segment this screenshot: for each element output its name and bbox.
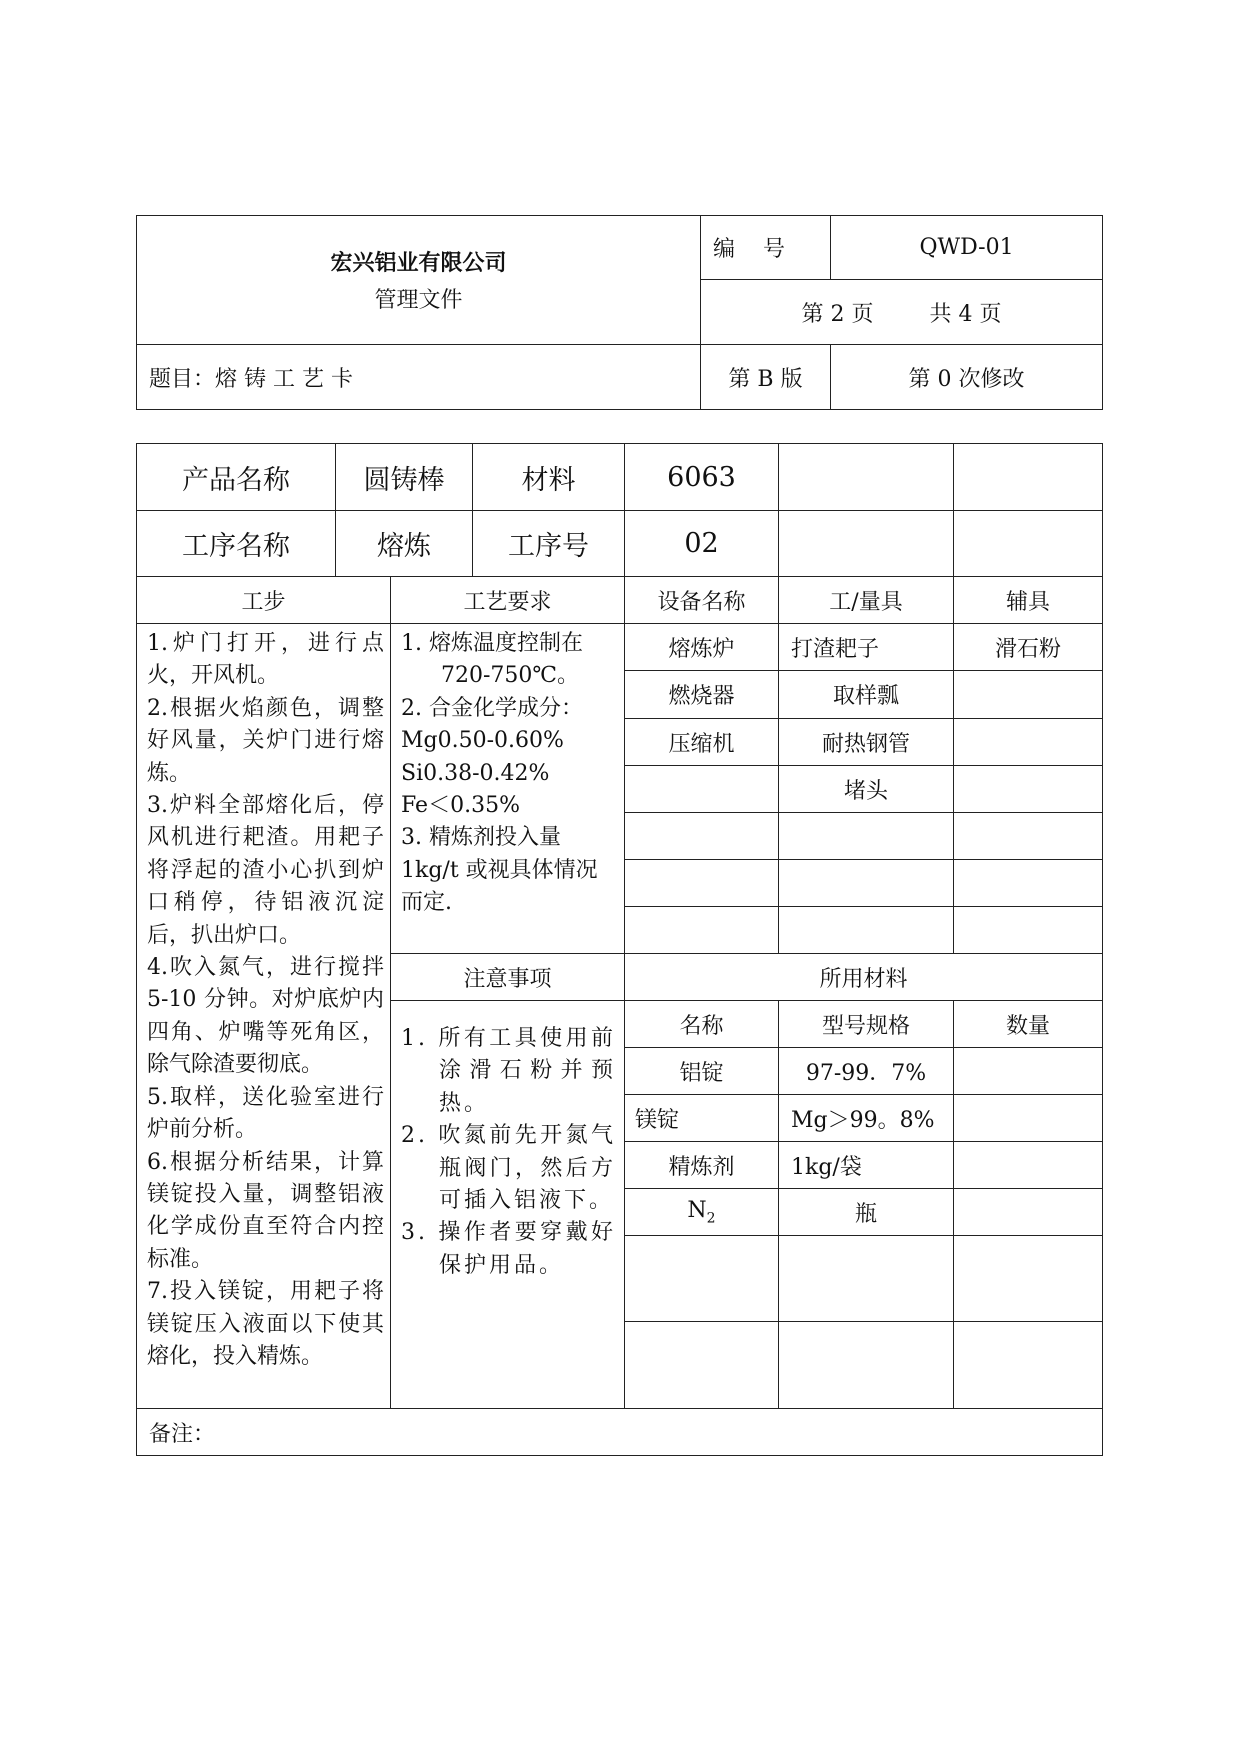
product-name-label: 产品名称 [137,444,336,511]
empty-cell [954,1236,1103,1322]
materials-label: 所用材料 [625,954,1103,1001]
note-item: 2. 吹氮前先开氮气瓶阀门，然后方可插入铝液下。 [401,1123,616,1214]
material-qty [954,1189,1103,1236]
aux-name [954,719,1103,766]
tool-name: 取样瓢 [779,671,954,719]
empty-cell [954,860,1103,907]
empty-cell [625,860,779,907]
empty-cell [954,813,1103,860]
col-equipment: 设备名称 [625,577,779,624]
notes-label: 注意事项 [391,954,625,1001]
product-name-value: 圆铸棒 [336,444,473,511]
material-spec: 瓶 [779,1189,954,1236]
equipment-name [625,766,779,813]
material-name: 精炼剂 [625,1142,779,1189]
step-item: 3.炉料全部熔化后，停风机进行耙渣。用耙子将浮起的渣小心扒到炉口稍停，待铝液沉淀后，扒出炉口。 [147,793,384,948]
steps-cell [137,624,391,1409]
step-item: 5.取样，送化验室进行炉前分析。 [147,1084,384,1143]
doc-type: 管理文件 [374,288,463,313]
material-value: 6063 [625,444,779,511]
aux-name: 滑石粉 [954,624,1103,671]
material-name [625,1189,779,1236]
company-block [137,216,701,345]
step-item: 4.吹入氮气，进行搅拌5-10 分钟。对炉底炉内四角、炉嘴等死角区，除气除渣要彻底。 [147,955,384,1078]
requirements-cell [391,624,625,954]
empty-cell [779,444,954,511]
empty-cell [779,1322,954,1409]
step-item: 6.根据分析结果，计算镁锭投入量，调整铝液化学成份直至符合内控标准。 [147,1149,384,1272]
empty-cell [954,907,1103,954]
equipment-name: 压缩机 [625,719,779,766]
step-item: 1.炉门打开，进行点火，开风机。 [147,631,384,689]
material-label: 材料 [473,444,625,511]
notes-cell [391,1001,625,1409]
step-item: 7.投入镁锭，用耙子将镁锭压入液面以下使其熔化，投入精炼。 [147,1279,384,1369]
code-label: 编 号 [701,216,831,280]
req-composition: 2. 合金化学成分： [401,695,583,721]
material-name: 镁锭 [625,1095,779,1142]
process-name-value: 熔炼 [336,511,473,577]
material-qty [954,1142,1103,1189]
material-spec: 97-99．7% [779,1048,954,1095]
empty-cell [779,813,954,860]
process-no-label: 工序号 [473,511,625,577]
process-card [136,443,1103,1456]
empty-cell [779,860,954,907]
col-steps: 工步 [137,577,391,624]
material-name-subscript: 2 [706,1210,716,1227]
empty-cell [625,1236,779,1322]
remark: 备注： [137,1409,1103,1456]
equipment-name: 熔炼炉 [625,624,779,671]
equipment-name: 燃烧器 [625,671,779,719]
material-name-n: N [687,1197,707,1223]
material-qty [954,1048,1103,1095]
req-mg: Mg0.50-0.60% [401,728,564,754]
aux-name [954,671,1103,719]
step-item: 2.根据火焰颜色，调整好风量，关炉门进行熔炼。 [147,695,384,786]
col-requirements: 工艺要求 [391,577,625,624]
col-aux: 辅具 [954,577,1103,624]
process-name-label: 工序名称 [137,511,336,577]
page-info: 第 2 页 共 4 页 [701,280,1103,345]
materials-col-name: 名称 [625,1001,779,1048]
empty-cell [954,444,1103,511]
code-value: QWD-01 [831,216,1103,280]
tool-name: 打渣耙子 [779,624,954,671]
req-fe: Fe＜0.35% [401,793,520,819]
empty-cell [954,511,1103,577]
material-spec: Mg＞99。8% [779,1095,954,1142]
materials-col-spec: 型号规格 [779,1001,954,1048]
empty-cell [779,1236,954,1322]
req-temperature: 1. 熔炼温度控制在 720-750℃。 [401,631,583,689]
materials-col-qty: 数量 [954,1001,1103,1048]
material-name: 铝锭 [625,1048,779,1095]
document-header [136,215,1103,410]
process-no-value: 02 [625,511,779,577]
material-spec: 1kg/袋 [779,1142,954,1189]
empty-cell [779,511,954,577]
version: 第 B 版 [701,345,831,410]
note-item: 3. 操作者要穿戴好保护用品。 [401,1220,616,1278]
empty-cell [954,1322,1103,1409]
empty-cell [625,907,779,954]
empty-cell [779,907,954,954]
aux-name [954,766,1103,813]
material-qty [954,1095,1103,1142]
revision: 第 0 次修改 [831,345,1103,410]
note-item: 1. 所有工具使用前涂滑石粉并预热。 [401,1026,616,1116]
tool-name: 堵头 [779,766,954,813]
company-name: 宏兴铝业有限公司 [330,251,507,276]
tool-name: 耐热钢管 [779,719,954,766]
col-tools: 工/量具 [779,577,954,624]
req-refining: 3. 精炼剂投入量 1kg/t 或视具体情况而定. [401,825,598,916]
empty-cell [625,1322,779,1409]
empty-cell [625,813,779,860]
doc-title: 题目：熔 铸 工 艺 卡 [137,345,701,410]
req-si: Si0.38-0.42% [401,760,550,786]
